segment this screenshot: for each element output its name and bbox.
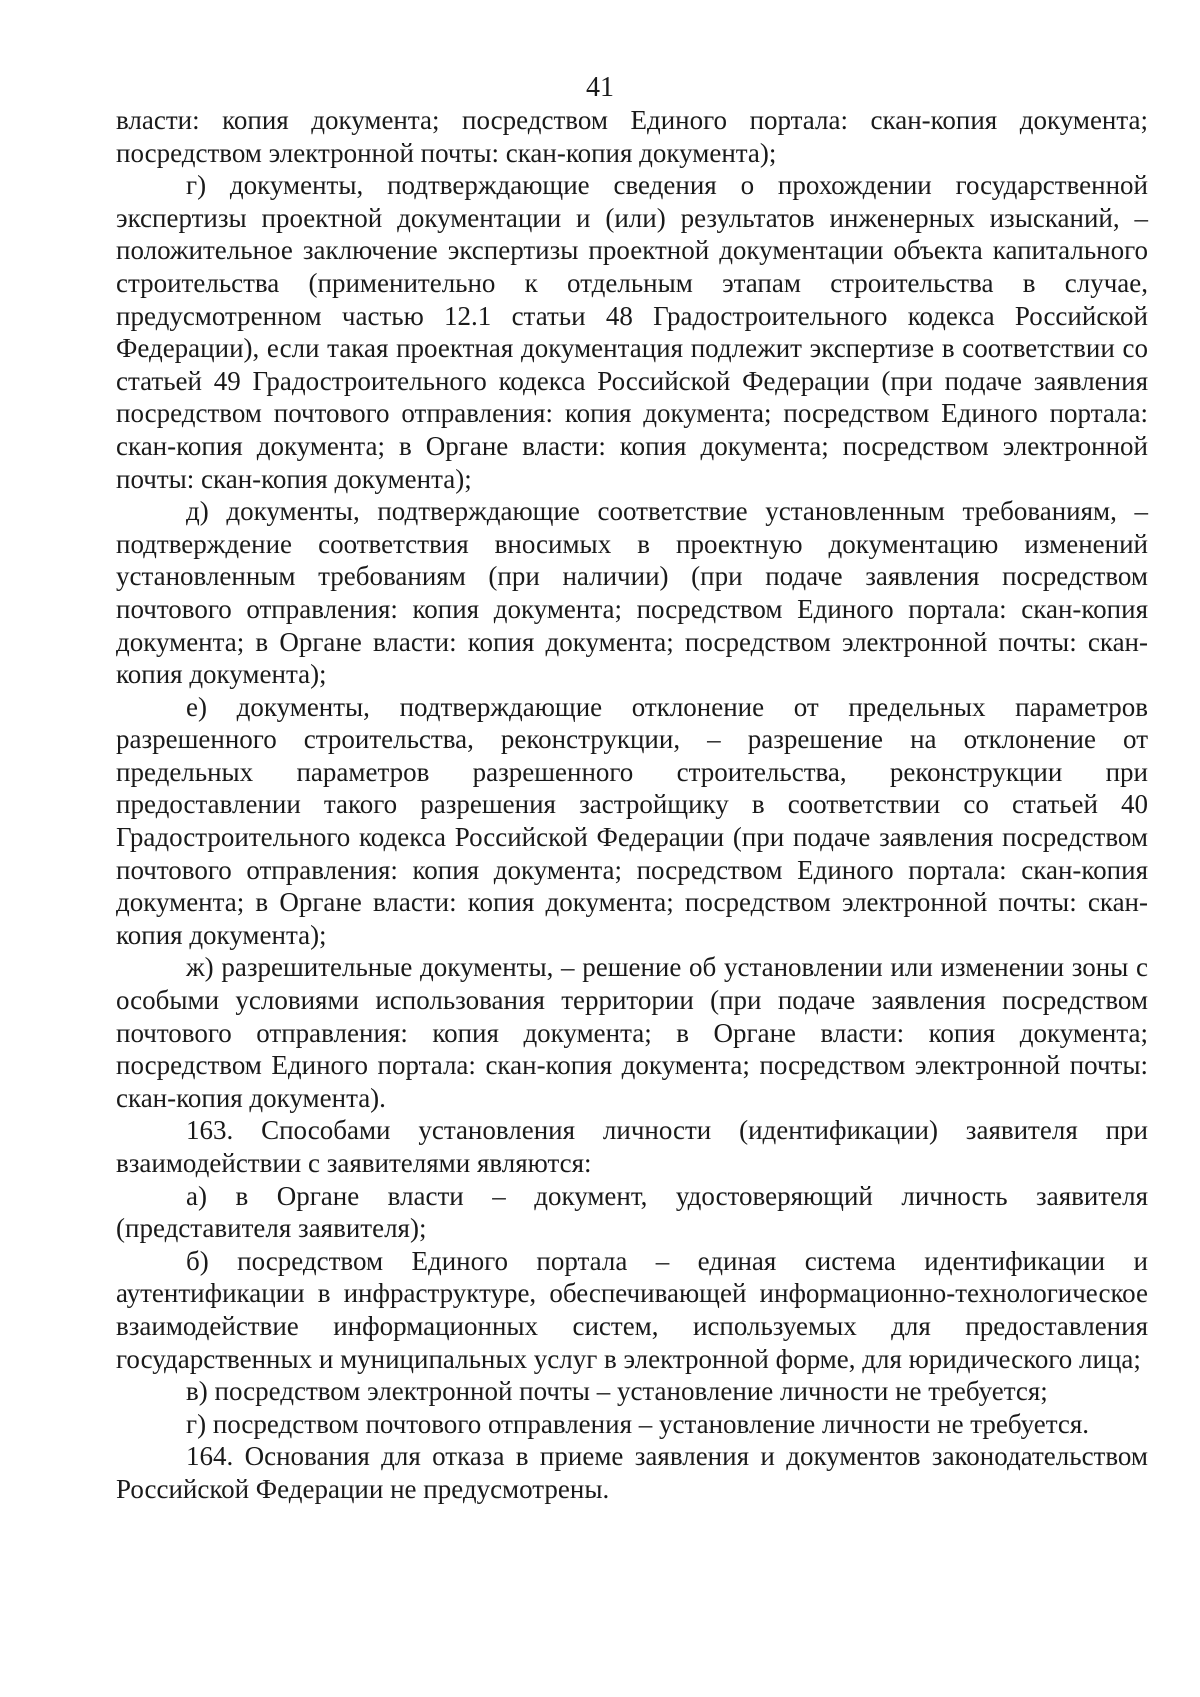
paragraph-163-a: а) в Органе власти – документ, удостоверяющий личность заявителя (представителя заявителя); <box>116 1180 1148 1244</box>
paragraph-163-b: б) посредством Единого портала – единая система идентификации и аутентификации в инфраструктуре, обеспечивающей информационно-технологическое взаимодействие информационных систем, используемых для предоставления государственных и муниципальных услуг в электронной форме, для юридического лица; <box>116 1245 1148 1374</box>
paragraph-163-g: г) посредством почтового отправления – установление личности не требуется. <box>186 1408 1090 1439</box>
paragraph-item-d: д) документы, подтверждающие соответствие установленным требованиям, – подтверждение соответствия вносимых в проектную документацию изменений установленным требованиям (при наличии) (при подаче заявления посредством почтового отправления: копия документа; посредством Единого портала: скан-копия документа; в Органе власти: копия документа; посредством электронной почты: скан-копия документа); <box>116 496 1148 690</box>
paragraph-item-e: е) документы, подтверждающие отклонение от предельных параметров разрешенного строительства, реконструкции, – разрешение на отклонение от предельных параметров разрешенного строительства, реконструкции при предоставлении такого разрешения застройщику в соответствии со статьей 40 Градостроительного кодекса Российской Федерации (при подаче заявления посредством почтового отправления: копия документа; посредством Единого портала: скан-копия документа; в Органе власти: копия документа; посредством электронной почты: скан-копия документа); <box>116 691 1148 950</box>
page-number: 41 <box>586 72 614 103</box>
paragraph-continuation: власти: копия документа; посредством Единого портала: скан-копия документа; посредством электронной почты: скан-копия документа); <box>116 105 1148 168</box>
paragraph-item-zh: ж) разрешительные документы, – решение об установлении или изменении зоны с особыми условиями использования территории (при подаче заявления посредством почтового отправления: копия документа; в Органе власти: копия документа; посредством Единого портала: скан-копия документа; посредством электронной почты: скан-копия документа). <box>116 952 1148 1113</box>
document-body <box>116 104 1148 1506</box>
paragraph-164: 164. Основания для отказа в приеме заявления и документов законодательством Российской Федерации не предусмотрены. <box>116 1441 1148 1504</box>
paragraph-163-v: в) посредством электронной почты – установление личности не требуется; <box>186 1376 1048 1407</box>
paragraph-item-g: г) документы, подтверждающие сведения о прохождении государственной экспертизы проектной документации и (или) результатов инженерных изысканий, – положительное заключение экспертизы проектной документации объекта капитального строительства (применительно к отдельным этапам строительства в случае, предусмотренном частью 12.1 статьи 48 Градостроительного кодекса Российской Федерации), если такая проектная документация подлежит экспертизе в соответствии со статьей 49 Градостроительного кодекса Российской Федерации (при подаче заявления посредством почтового отправления: копия документа; посредством Единого портала: скан-копия документа; в Органе власти: копия документа; посредством электронной почты: скан-копия документа); <box>116 170 1148 494</box>
paragraph-163: 163. Способами установления личности (идентификации) заявителя при взаимодействии с заявителями являются: <box>116 1115 1148 1178</box>
